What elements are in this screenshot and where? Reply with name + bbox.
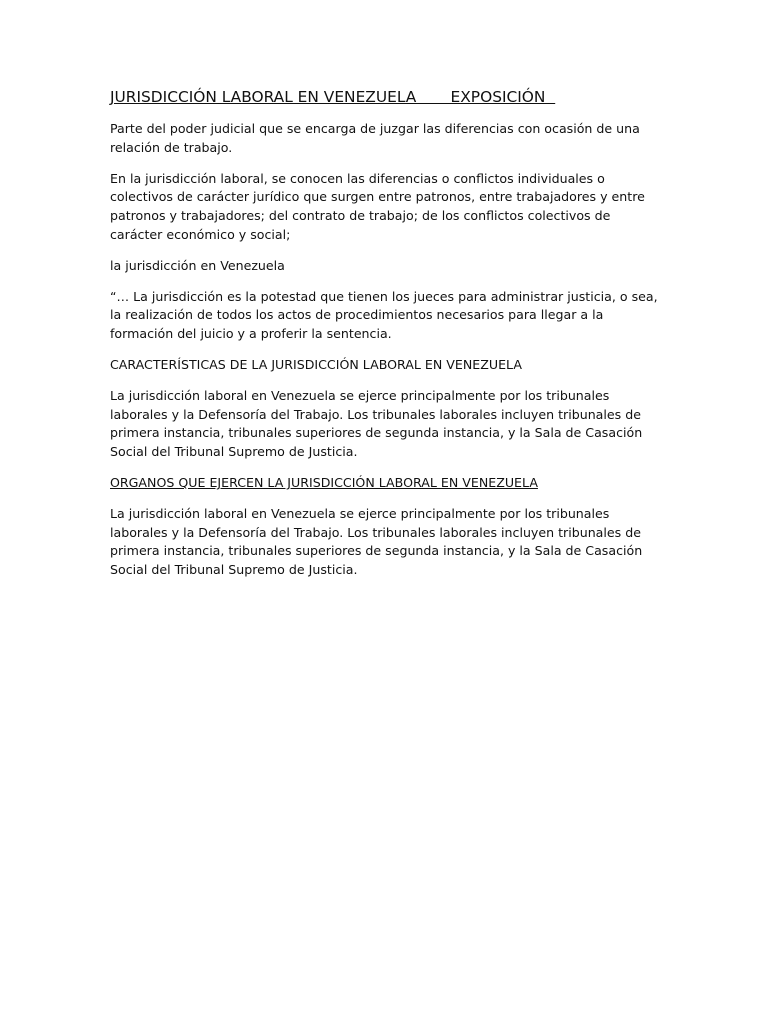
document-page [110, 86, 662, 592]
paragraph-organs: La jurisdicción laboral en Venezuela se ejerce principalmente por los tribunales laborales y la Defensoría del Trabajo. Los tribunales laborales incluyen tribunales de primera instancia, tribunales superiores de segunda instancia, y la Sala de Casación Social del Tribunal Supremo de Justicia. [110, 505, 643, 578]
document-title: JURISDICCIÓN LABORAL EN VENEZUELA EXPOSICIÓN [110, 88, 556, 106]
paragraph-definition: Parte del poder judicial que se encarga de juzgar las diferencias con ocasión de una relación de trabajo. [110, 121, 640, 155]
section-heading-characteristics: CARACTERÍSTICAS DE LA JURISDICCIÓN LABORAL EN VENEZUELA [110, 356, 522, 372]
section-heading-organs: ORGANOS QUE EJERCEN LA JURISDICCIÓN LABORAL EN VENEZUELA [110, 474, 538, 490]
paragraph-conflicts: En la jurisdicción laboral, se conocen las diferencias o conflictos individuales o colectivos de carácter jurídico que surgen entre patronos, entre trabajadores y entre patronos y trabajadores; del contrato de trabajo; de los conflictos colectivos de carácter económico y social; [110, 170, 645, 242]
paragraph-characteristics: La jurisdicción laboral en Venezuela se ejerce principalmente por los tribunales laborales y la Defensoría del Trabajo. Los tribunales laborales incluyen tribunales de primera instancia, tribunales superiores de segunda instancia, y la Sala de Casación Social del Tribunal Supremo de Justicia. [110, 387, 643, 460]
paragraph-quote: “… La jurisdicción es la potestad que tienen los jueces para administrar justicia, o sea, la realización de todos los actos de procedimientos necesarios para llegar a la formación del juicio y a proferir la sentencia. [110, 288, 658, 342]
paragraph-jurisdiction-venezuela: la jurisdicción en Venezuela [110, 257, 285, 273]
